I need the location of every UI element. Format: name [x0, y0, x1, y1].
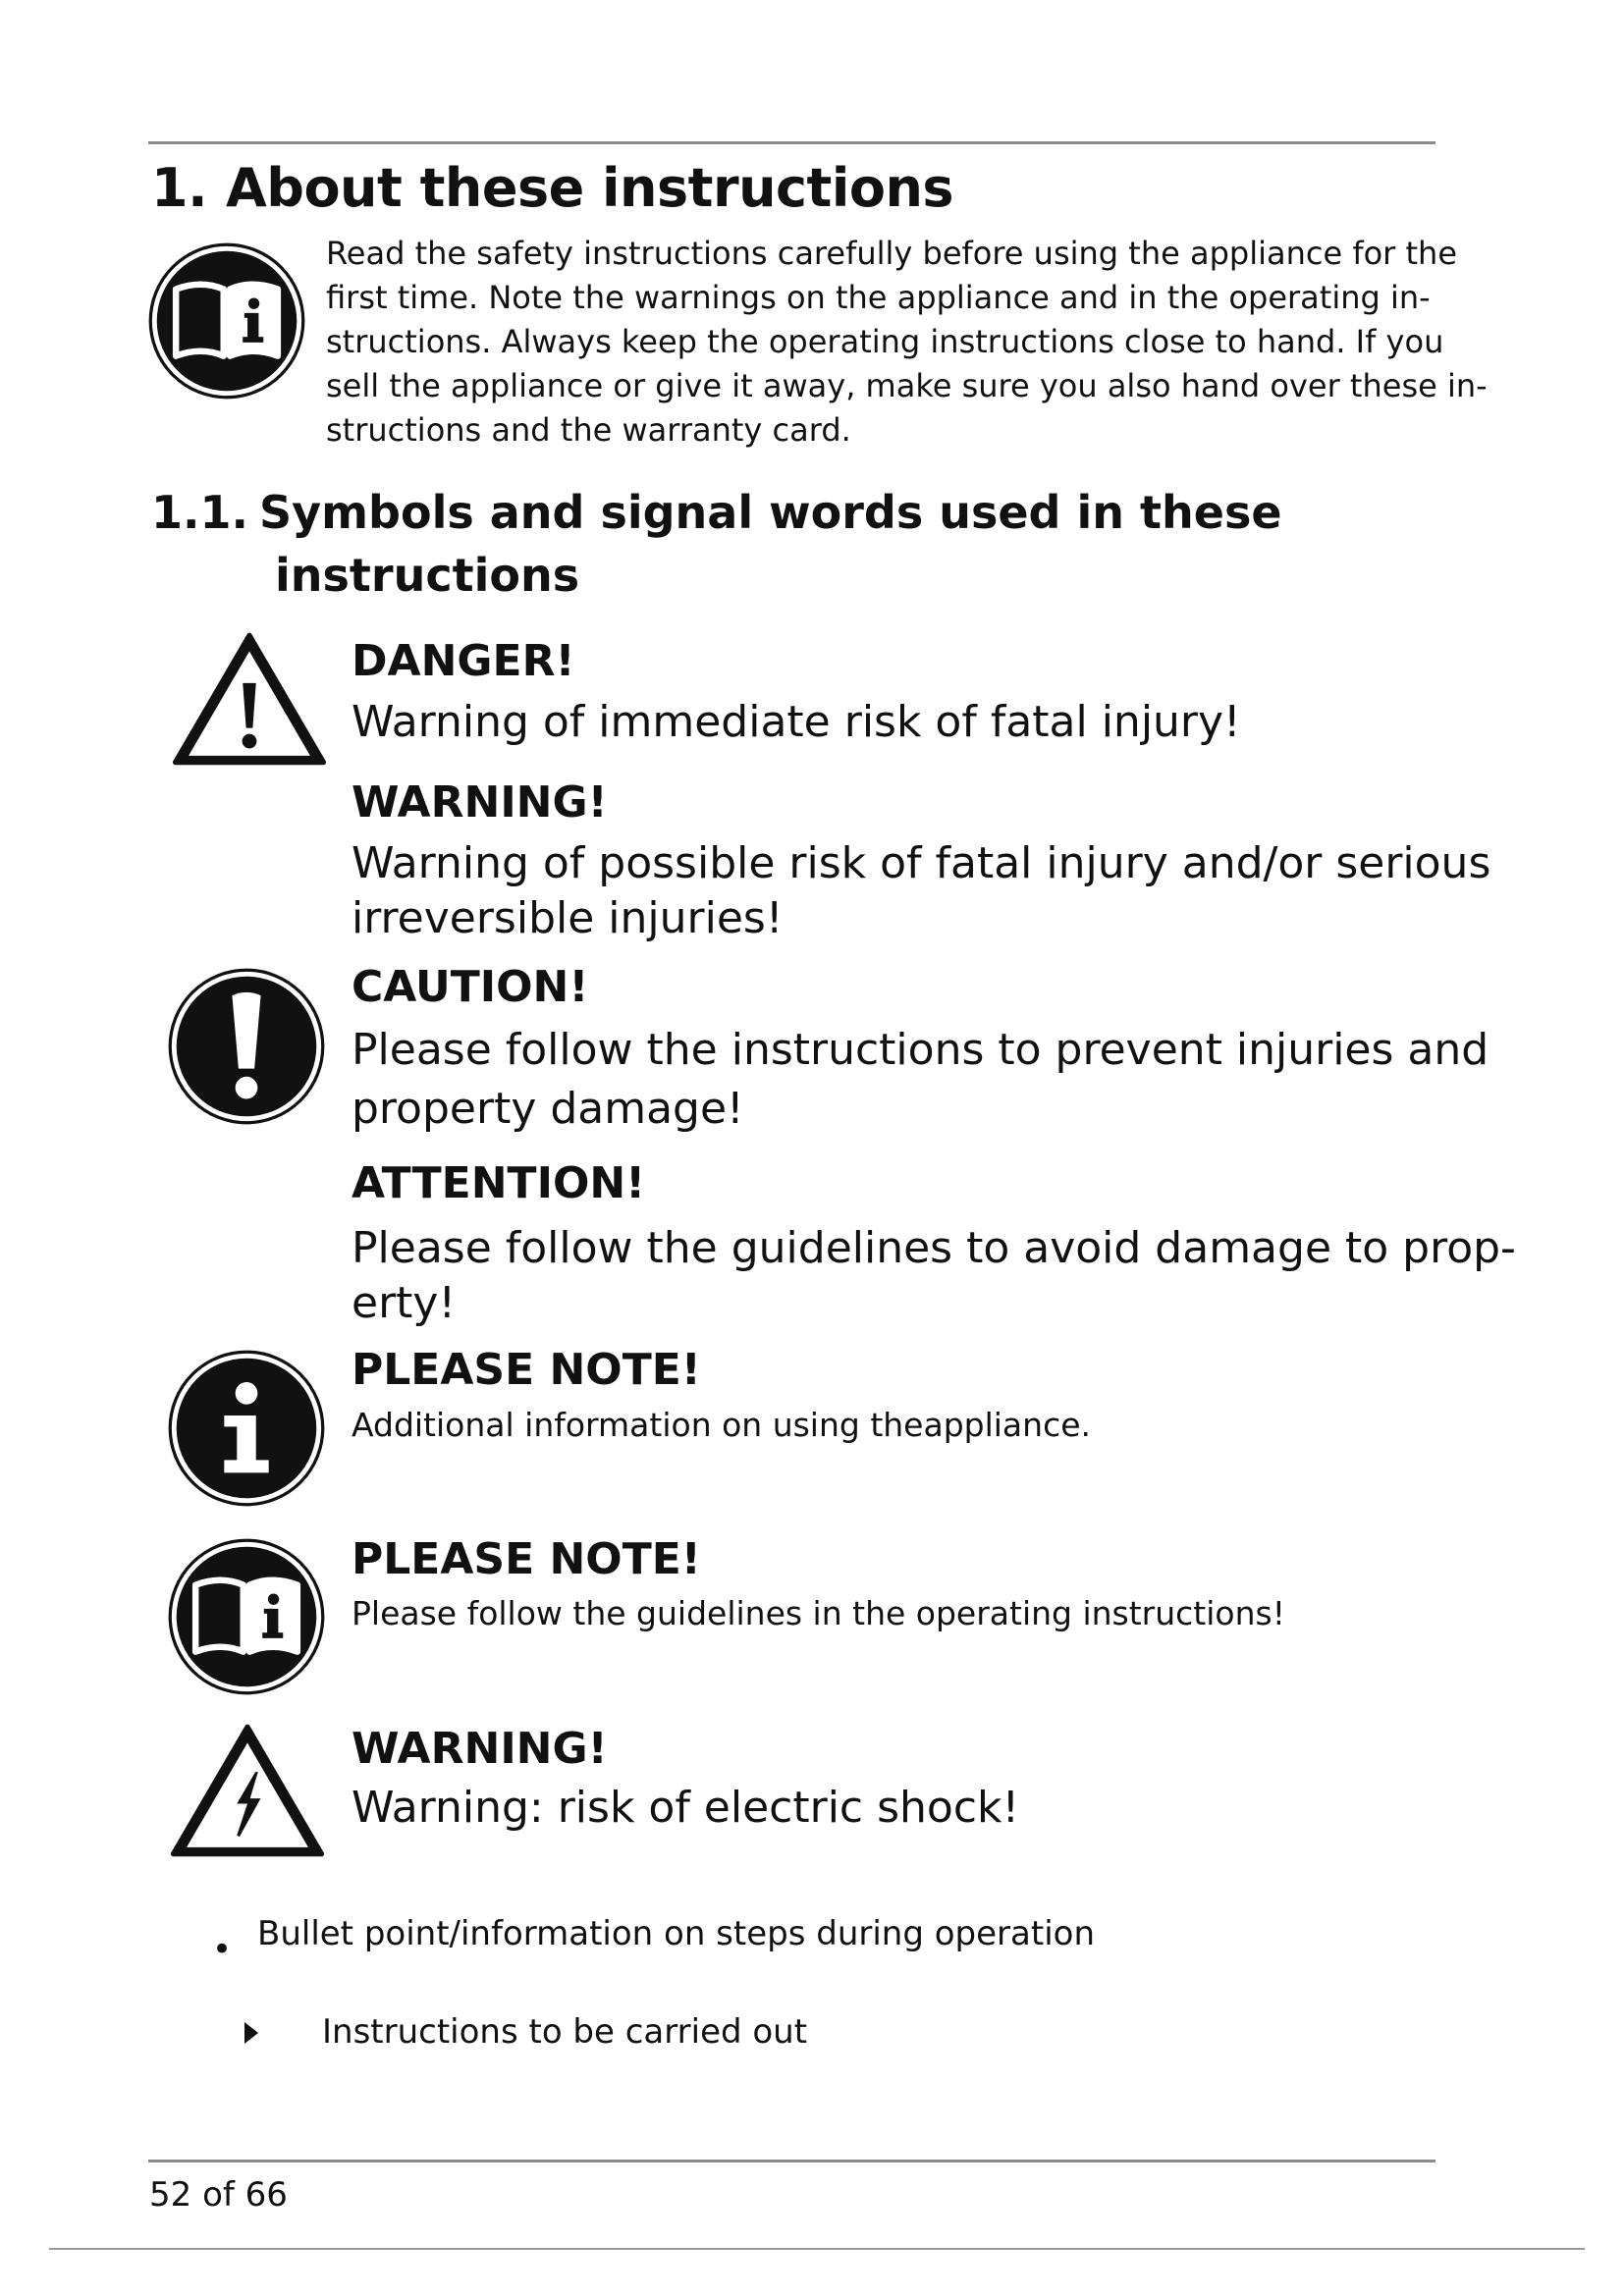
heading-title: About these instructions: [226, 157, 954, 219]
please-note-manual-label: PLEASE NOTE!: [352, 1534, 701, 1584]
please-note-description: Additional information on using theappliance.: [352, 1406, 1092, 1444]
caution-description-line: property damage!: [352, 1084, 744, 1134]
bottom-rule: [148, 2160, 1435, 2163]
page-number: 52 of 66: [149, 2175, 288, 2215]
electric-warning-label: WARNING!: [352, 1724, 608, 1774]
electric-warning-icon: [167, 1722, 328, 1859]
intro-line: sell the appliance or give it away, make sure you also hand over these in-: [326, 367, 1488, 404]
heading-symbols-signal-words: [151, 481, 1282, 607]
top-rule: [148, 141, 1435, 144]
triangle-arrow-icon: [243, 2020, 260, 2046]
bullet-point-text: Bullet point/information on steps during operation: [257, 1914, 1095, 1953]
warning-description: [352, 836, 1490, 946]
intro-line: first time. Note the warnings on the appliance and in the operating in-: [326, 279, 1431, 316]
danger-label: DANGER!: [352, 636, 575, 686]
caution-label: CAUTION!: [352, 962, 589, 1012]
please-note-label: PLEASE NOTE!: [352, 1345, 701, 1395]
page-edge-line: [49, 2248, 1585, 2250]
intro-line: structions. Always keep the operating instructions close to hand. If you: [326, 323, 1444, 360]
warning-description-line: Warning of possible risk of fatal injury and/or serious: [352, 838, 1491, 888]
book-info-icon: [167, 1537, 326, 1696]
warning-label: WARNING!: [352, 777, 608, 828]
intro-line: structions and the warranty card.: [326, 411, 851, 449]
heading-about-instructions: [151, 157, 953, 219]
bullet-point-icon: •: [212, 1930, 233, 1969]
step-instruction-text: Instructions to be carried out: [322, 2012, 808, 2052]
electric-warning-description: Warning: risk of electric shock!: [352, 1783, 1020, 1833]
heading2-title-line2: instructions: [275, 549, 580, 602]
heading2-title-line1: Symbols and signal words used in these: [259, 486, 1282, 539]
attention-label: ATTENTION!: [352, 1158, 646, 1208]
heading-number: 1.: [151, 157, 208, 219]
please-note-manual-description: Please follow the guidelines in the operating instructions!: [352, 1594, 1285, 1632]
attention-description-line: erty!: [352, 1278, 457, 1328]
attention-description-line: Please follow the guidelines to avoid damage to prop-: [352, 1223, 1516, 1273]
warning-triangle-icon: [169, 630, 330, 768]
book-info-icon: [147, 241, 306, 400]
intro-line: Read the safety instructions carefully before using the appliance for the: [326, 235, 1457, 272]
caution-description-line: Please follow the instructions to prevent injuries and: [352, 1025, 1489, 1075]
intro-paragraph: [326, 232, 1488, 453]
warning-description-line: irreversible injuries!: [352, 893, 784, 943]
danger-description: Warning of immediate risk of fatal injury!: [352, 697, 1241, 747]
info-circle-icon: [167, 1349, 326, 1508]
heading2-number: 1.1.: [151, 486, 248, 539]
attention-description: [352, 1221, 1516, 1331]
exclamation-circle-icon: [167, 967, 326, 1126]
caution-description: [352, 1021, 1489, 1139]
